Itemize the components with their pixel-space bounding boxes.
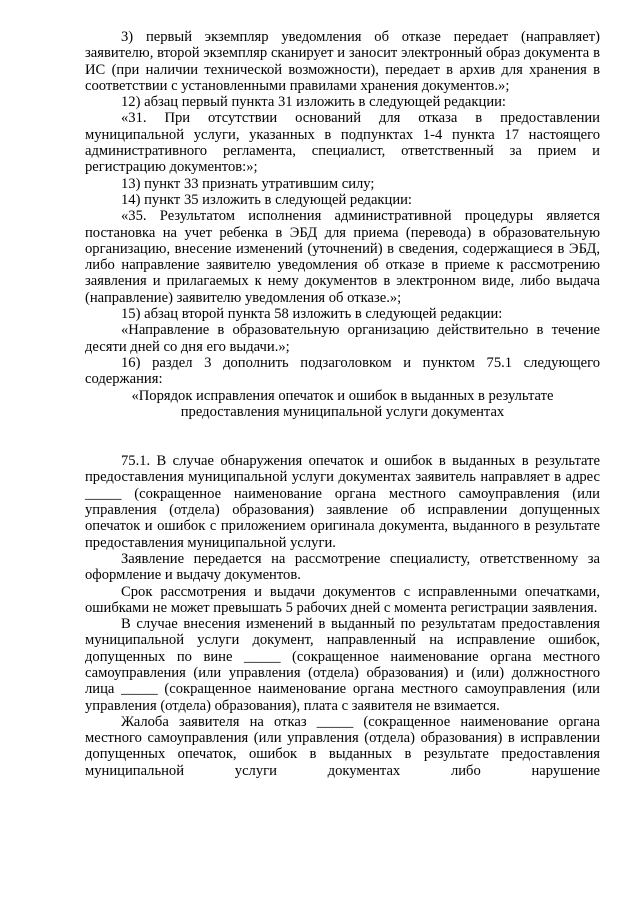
paragraph-amendment-16: 16) раздел 3 дополнить подзаголовком и пунктом 75.1 следующего содержания: [85, 354, 600, 388]
paragraph-application-review: Заявление передается на рассмотрение специалисту, ответственному за оформление и выдачу документов. [85, 550, 600, 584]
document-body [85, 29, 600, 779]
paragraph-point-75-1: 75.1. В случае обнаружения опечаток и ошибок в выданных в результате предоставления муниципальной услуги документах заявитель направляет в адрес _____ (сокращенное наименование органа местного самоуправления (или управления (отдела) образования) заявление об исправлении допущенных опечаток и ошибок с приложением оригинала документа, выданного в результате предоставления муниципальной услуги. [85, 453, 600, 551]
section-heading: «Порядок исправления опечаток и ошибок в выданных в результате предоставления муниципальной услуги документах [131, 387, 554, 420]
paragraph-point-58-text: «Направление в образовательную организацию действительно в течение десяти дней со дня его выдачи.»; [85, 322, 600, 355]
paragraph-item-3-notice: 3) первый экземпляр уведомления об отказе передает (направляет) заявителю, второй экземпляр сканирует и заносит электронный образ документа в ИС (при наличии технической возможности), передает в архив для хранения в соответствии с установленными правилами хранения документов.»; [85, 29, 600, 94]
paragraph-no-fee: В случае внесения изменений в выданный по результатам предоставления муниципальной услуги документ, направленный на исправление ошибок, допущенных по вине _____ (сокращенное наименование органа местного самоуправления (или управления (отдела) образования) и (или) должностного лица _____ (сокращенное наименование органа местного самоуправления (или управления (отдела) образования), плата с заявителя не взимается. [85, 616, 600, 714]
paragraph-point-35: «35. Результатом исполнения административной процедуры является постановка на учет ребенка в ЭБД для приема (перевода) в образовательную организацию, внесение изменений (уточнений) в сведения, содержащиеся в ЭБД, либо направление заявителю уведомления об отказе в приеме к рассмотрению заявления и прилагаемых к нему документов в электронном виде, либо выдача (направление) заявителю уведомления об отказе.»; [85, 208, 600, 306]
paragraph-complaint: Жалоба заявителя на отказ _____ (сокращенное наименование органа местного самоуправления (или управления (отдела) образования) в исправлении допущенных опечаток, ошибок в выданных в результате предоставления муниципальной услуги документах либо нарушение [85, 713, 600, 779]
paragraph-review-deadline: Срок рассмотрения и выдачи документов с исправленными опечатками, ошибками не может превышать 5 рабочих дней с момента регистрации заявления. [85, 583, 600, 616]
paragraph-point-31: «31. При отсутствии оснований для отказа в предоставлении муниципальной услуги, указанных в подпунктах 1-4 пункта 17 настоящего административного регламента, специалист, ответственный за прием и регистрацию документов:»; [85, 110, 600, 176]
paragraph-amendment-12: 12) абзац первый пункта 31 изложить в следующей редакции: [121, 94, 506, 111]
paragraph-amendment-13: 13) пункт 33 признать утратившим силу; [121, 175, 375, 192]
paragraph-amendment-14: 14) пункт 35 изложить в следующей редакции: [121, 191, 412, 208]
section-gap [85, 420, 600, 453]
paragraph-amendment-15: 15) абзац второй пункта 58 изложить в следующей редакции: [121, 306, 503, 323]
